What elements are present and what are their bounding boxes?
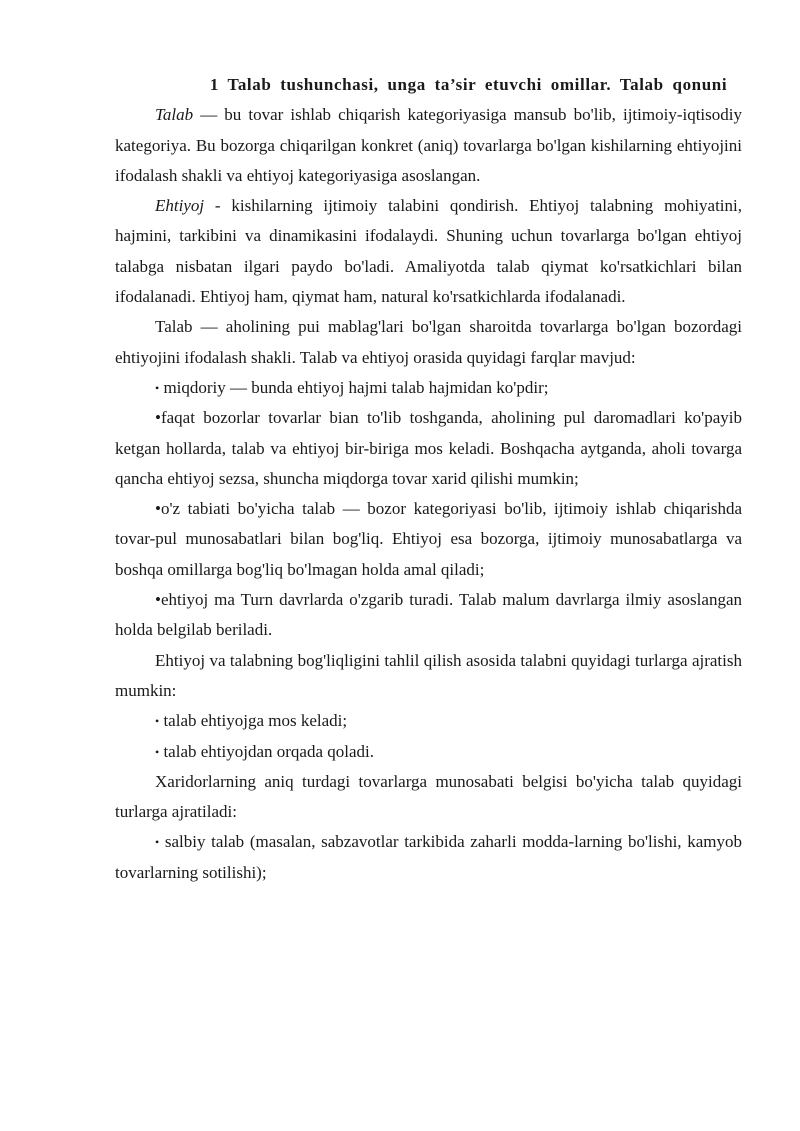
bullet-item — [115, 737, 742, 767]
paragraph-talab-types: Ehtiyoj va talabning bog'liqligini tahlil qilish asosida talabni quyidagi turlarga ajratish mumkin: — [115, 650, 742, 700]
bullet-text: miqdoriy — bunda ehtiyoj hajmi talab hajmidan ko'pdir; — [159, 377, 549, 397]
paragraph-text: - kishilarning ijtimoiy talabini qondirish. Ehtiyoj talabning mohiyatini, hajmini, tarkibini va dinamikasini ifodalaydi. Shuning uchun tovarlarga bo'lgan ehtiyoj talabga nisbatan ilgari paydo bo'ladi. Amaliyotda talab qiymat ko'rsatkichlari bilan ifodalanadi. Ehtiyoj ham, qiymat ham, natural ko'rsatkichlarda ifodalanadi. — [115, 196, 742, 307]
document-page — [115, 70, 742, 888]
bullet-text: talab ehtiyojga mos keladi; — [159, 711, 348, 731]
paragraph-talab-form: Talab — aholining pui mablag'lari bo'lgan sharoitda tovarlarga bo'lgan bozordagi ehtiyojini ifodalash shakli. Talab va ehtiyoj orasida quyidagi farqlar mavjud: — [115, 317, 742, 367]
bullet-text: talab ehtiyojdan orqada qoladi. — [159, 741, 374, 761]
paragraph-ehtiyoj-definition — [115, 191, 742, 312]
paragraph-buyer-attitude: Xaridorlarning aniq turdagi tovarlarga munosabati belgisi bo'yicha talab quyidagi turlarga ajratiladi: — [115, 771, 742, 822]
bullet-icon: • — [155, 744, 160, 759]
bullet-item: •ehtiyoj ma Turn davrlarda o'zgarib turadi. Talab malum davrlarga ilmiy asoslangan holda belgilab beriladi. — [115, 590, 742, 640]
bullet-item — [115, 373, 742, 403]
bullet-item — [115, 706, 742, 736]
bullet-text: salbiy talab (masalan, sabzavotlar tarkibida zaharli modda-larning bo'lishi, kamyob tovarlarning sotilishi); — [115, 832, 742, 882]
term-talab: Talab — [155, 105, 194, 125]
section-title: 1 Talab tushunchasi, unga ta’sir etuvchi omillar. Talab qonuni — [209, 75, 728, 94]
bullet-item: •faqat bozorlar tovarlar bian to'lib toshganda, aholining pul daromadlari ko'payib ketgan hollarda, talab va ehtiyoj bir-biriga mos keladi. Boshqacha aytganda, aholi tovarga qancha ehtiyoj sezsa, shuncha miqdorga tovar xarid qilishi mumkin; — [115, 408, 742, 488]
bullet-icon: • — [155, 835, 160, 850]
paragraph-text: — bu tovar ishlab chiqarish kategoriyasiga mansub bo'lib, ijtimoiy-iqtisodiy kategoriya. Bu bozorga chiqarilgan konkret (aniq) tovarlarga bo'lgan kishilarning ehtiyojini ifodalash shakli va ehtiyoj kategoriyasiga asoslangan. — [115, 105, 742, 185]
bullet-item — [115, 827, 742, 888]
paragraph-talab-definition — [115, 100, 742, 191]
bullet-icon: • — [155, 714, 160, 729]
bullet-item: •o'z tabiati bo'yicha talab — bozor kategoriyasi bo'lib, ijtimoiy ishlab chiqarishda tovar-pul munosabatlari bilan bog'liq. Ehtiyoj esa bozorga, ijtimoiy munosabatlarga va boshqa omillarga bog'liq bo'lmagan holda amal qiladi; — [115, 499, 742, 579]
bullet-icon: • — [155, 380, 160, 395]
term-ehtiyoj: Ehtiyoj — [155, 196, 205, 216]
